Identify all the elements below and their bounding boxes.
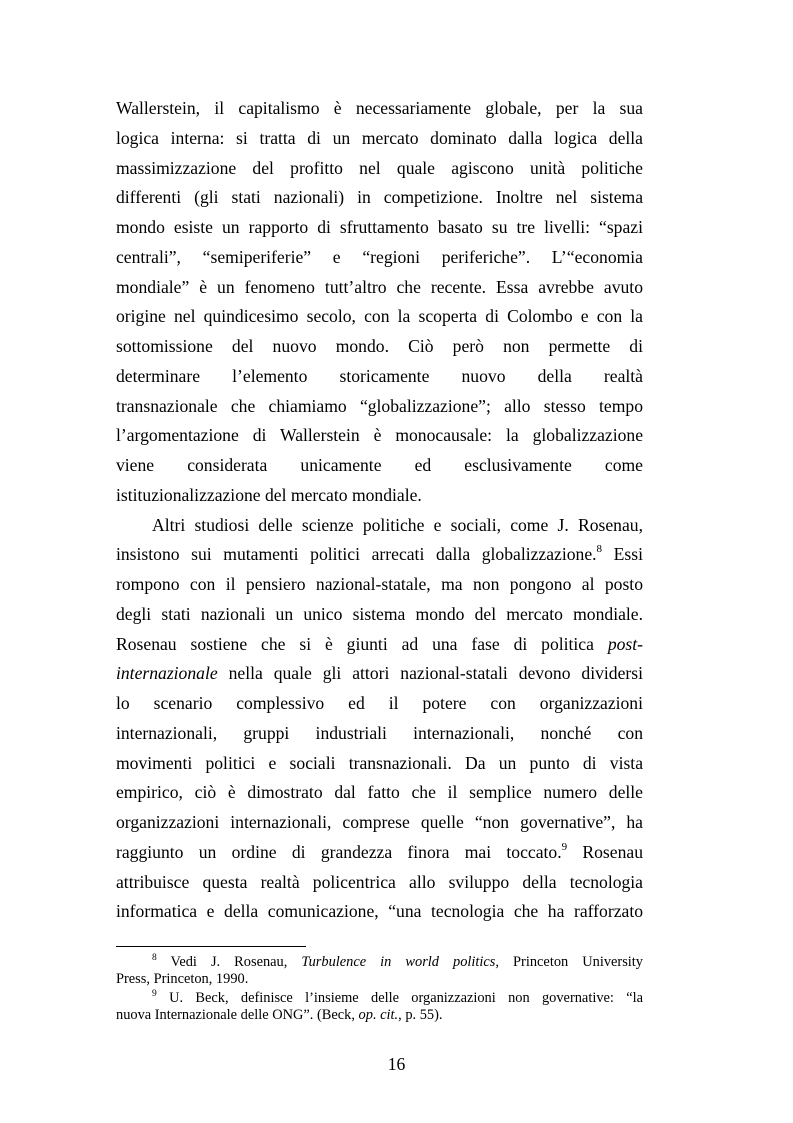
text-line: [116, 540, 643, 570]
text-line: [116, 630, 643, 660]
text-line: Wallerstein, il capitalismo è necessariamente globale, per la sua: [116, 98, 643, 118]
text-line: attribuisce questa realtà policentrica allo sviluppo della tecnologia: [116, 871, 643, 892]
page-number: 16: [387, 1054, 406, 1074]
text-line: logica interna: si tratta di un mercato dominato dalla logica della: [116, 127, 643, 148]
text-line: viene considerata unicamente ed esclusivamente come: [116, 455, 643, 475]
text-line: movimenti politici e sociali transnazionali. Da un punto di vista: [116, 752, 643, 773]
text-line: lo scenario complessivo ed il potere con organizzazioni: [116, 693, 643, 713]
text-line: mondo esiste un rapporto di sfruttamento basato su tre livelli: “spazi: [116, 217, 643, 237]
footnote-8: [116, 954, 643, 988]
text-segment: insistono sui mutamenti politici arrecati dalla globalizzazione.: [116, 544, 597, 565]
footnote-line: [116, 990, 643, 1007]
text-segment: U. Beck, definisce l’insieme delle organizzazioni non governative: “la: [156, 990, 643, 1006]
text-segment: nuova Internazionale delle ONG”. (Beck,: [116, 1007, 359, 1023]
text-line: istituzionalizzazione del mercato mondiale.: [116, 484, 422, 505]
paragraph-1: [116, 94, 643, 511]
footnote-9: [116, 990, 643, 1024]
text-line: [116, 838, 643, 868]
footnote-ref-9[interactable]: 9: [561, 840, 568, 853]
footnote-line: [116, 954, 643, 971]
paragraph-2: [116, 511, 643, 928]
text-line: internazionali, gruppi industriali internazionali, nonché con: [116, 722, 643, 743]
text-line: degli stati nazionali un unico sistema mondo del mercato mondiale.: [116, 603, 643, 624]
text-line: rompono con il pensiero nazional-statale, ma non pongono al posto: [116, 574, 643, 594]
footnote-line: [116, 1007, 643, 1024]
text-segment: Rosenau: [567, 841, 643, 862]
text-line: centrali”, “semiperiferie” e “regioni periferiche”. L’“economia: [116, 246, 643, 267]
text-line: mondiale” è un fenomeno tutt’altro che recente. Essa avrebbe avuto: [116, 276, 643, 297]
text-segment: Essi: [602, 544, 643, 565]
footnote-ref-8[interactable]: 8: [596, 543, 603, 556]
text-line: empirico, ciò è dimostrato dal fatto che il semplice numero delle: [116, 782, 643, 803]
book-title: Turbulence in world politics,: [301, 954, 500, 970]
italic-term: internazionale: [116, 663, 218, 684]
footnote-line: Press, Princeton, 1990.: [116, 971, 249, 987]
text-line: informatica e della comunicazione, “una tecnologia che ha rafforzato: [116, 901, 643, 922]
text-line: sottomissione del nuovo mondo. Ciò però non permette di: [116, 336, 643, 356]
text-line: differenti (gli stati nazionali) in competizione. Inoltre nel sistema: [116, 187, 643, 208]
text-line: transnazionale che chiamiamo “globalizzazione”; allo stesso tempo: [116, 395, 643, 416]
text-line: [116, 659, 643, 689]
footnote-number: 9: [152, 989, 157, 999]
text-line: organizzazioni internazionali, comprese quelle “non governative”, ha: [116, 812, 643, 832]
text-segment: , p. 55).: [398, 1007, 443, 1023]
text-segment: Rosenau sostiene che si è giunti ad una fase di politica: [116, 633, 608, 654]
text-segment: Altri studiosi delle scienze politiche e sociali, come J. Rosenau,: [152, 514, 643, 535]
footnote-separator: [116, 946, 306, 947]
footnote-number: 8: [152, 953, 157, 963]
text-line: origine nel quindicesimo secolo, con la scoperta di Colombo e con la: [116, 306, 643, 327]
text-line: determinare l’elemento storicamente nuovo della realtà: [116, 365, 643, 386]
text-line: l’argomentazione di Wallerstein è monocausale: la globalizzazione: [116, 425, 643, 446]
text-line: massimizzazione del profitto nel quale agiscono unità politiche: [116, 157, 643, 178]
text-segment: Princeton University: [499, 954, 643, 970]
text-segment: raggiunto un ordine di grandezza finora mai toccato.: [116, 841, 562, 862]
footnotes: [116, 954, 643, 1026]
italic-term: post-: [607, 633, 643, 654]
italic-term: op. cit.: [358, 1007, 399, 1023]
text-segment: Vedi J. Rosenau,: [156, 954, 302, 970]
body-text: [116, 94, 643, 927]
text-segment: nella quale gli attori nazional-statali devono dividersi: [217, 663, 643, 684]
text-line: [116, 511, 643, 541]
